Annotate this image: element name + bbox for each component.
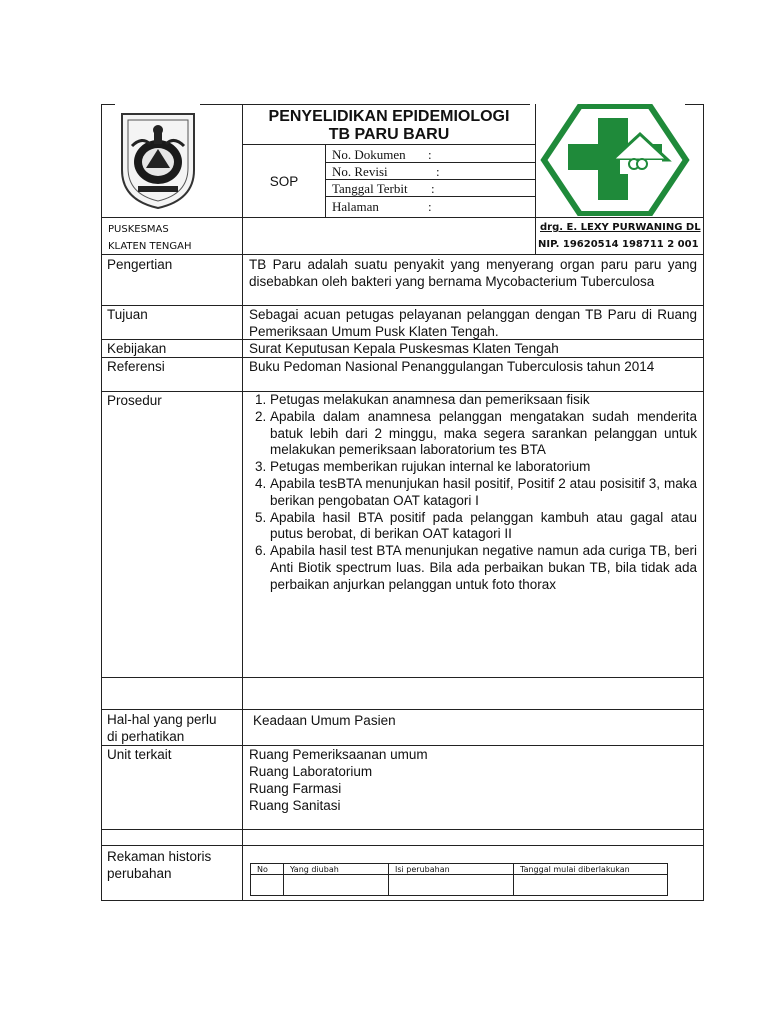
org-name-line1: PUSKESMAS — [108, 224, 169, 235]
kebijakan-text: Surat Keputusan Kepala Puskesmas Klaten Tengah — [249, 341, 559, 356]
unit-terkait-label: Unit terkait — [107, 747, 172, 762]
tujuan-label: Tujuan — [107, 307, 148, 322]
sop-label: SOP — [269, 174, 299, 189]
puskesmas-logo — [540, 104, 690, 216]
history-col-tanggal: Tanggal mulai diberlakukan — [514, 864, 668, 875]
regency-emblem-logo — [116, 108, 200, 212]
meta-no-revisi-label: No. Revisi — [332, 164, 388, 179]
rekaman-label-line1: Rekaman historis — [107, 849, 212, 864]
meta-halaman-sep: : — [428, 199, 432, 214]
hal-hal-text: Keadaan Umum Pasien — [253, 713, 396, 728]
prosedur-label: Prosedur — [107, 393, 162, 408]
meta-halaman-label: Halaman — [332, 199, 379, 214]
unit-terkait-item: Ruang Sanitasi — [249, 798, 341, 813]
rekaman-label-line2: perubahan — [107, 866, 172, 881]
meta-tanggal-terbit-sep: : — [431, 181, 435, 196]
history-col-no: No — [251, 864, 284, 875]
org-name-line2: KLATEN TENGAH — [108, 241, 192, 252]
tujuan-text: Sebagai acuan petugas pelayanan pelanggan dengan TB Paru di Ruang Pemeriksaan Umum Pusk Klaten Tengah. — [249, 307, 697, 339]
meta-no-dokumen-label: No. Dokumen — [332, 147, 406, 162]
unit-terkait-item: Ruang Laboratorium — [249, 764, 373, 779]
meta-no-revisi-sep: : — [436, 164, 440, 179]
prosedur-steps-list — [244, 392, 697, 594]
history-cell — [514, 875, 668, 896]
prosedur-step: 2. Apabila dalam anamnesa pelanggan mengatakan sudah menderita batuk lebih dari 2 minggu, maka segera sarankan pelanggan untuk melakukan pemeriksaan laboratorium tes BTA — [270, 409, 697, 459]
hal-hal-label-line1: Hal-hal yang perlu — [107, 712, 217, 727]
pengertian-text: TB Paru adalah suatu penyakit yang menyerang organ paru paru yang disebabkan oleh bakteri yang bernama Mycobacterium Tuberculosa — [249, 257, 697, 289]
hal-hal-label-line2: di perhatikan — [107, 729, 185, 744]
unit-terkait-item: Ruang Pemeriksaanan umum — [249, 747, 428, 762]
history-table — [250, 863, 668, 896]
document-title-line1: PENYELIDIKAN EPIDEMIOLOGI — [268, 108, 510, 125]
prosedur-step: 3. Petugas memberikan rujukan internal ke laboratorium — [270, 459, 697, 476]
unit-terkait-item: Ruang Farmasi — [249, 781, 342, 796]
history-cell — [389, 875, 514, 896]
signer-nip: NIP. 19620514 198711 2 001 — [538, 239, 699, 250]
history-col-isi-perubahan: Isi perubahan — [389, 864, 514, 875]
prosedur-step: 4. Apabila tesBTA menunjukan hasil positif, Positif 2 atau posisitif 3, maka berikan pengobatan OAT katagori I — [270, 476, 697, 510]
meta-tanggal-terbit-label: Tanggal Terbit — [332, 181, 408, 196]
history-table-header-row — [251, 864, 668, 875]
pengertian-label: Pengertian — [107, 257, 173, 272]
document-title-line2: TB PARU BARU — [328, 126, 450, 143]
referensi-label: Referensi — [107, 359, 165, 374]
prosedur-step: 1. Petugas melakukan anamnesa dan pemeriksaan fisik — [270, 392, 697, 409]
prosedur-step: 5. Apabila hasil BTA positif pada pelanggan kambuh atau gagal atau putus berobat, di berikan OAT katagori II — [270, 510, 697, 544]
referensi-text: Buku Pedoman Nasional Penanggulangan Tuberculosis tahun 2014 — [249, 359, 655, 374]
table-row — [251, 875, 668, 896]
signer-name: drg. E. LEXY PURWANING DL — [540, 222, 701, 233]
history-cell — [284, 875, 389, 896]
history-col-yang-diubah: Yang diubah — [284, 864, 389, 875]
prosedur-step: 6. Apabila hasil test BTA menunjukan negative namun ada curiga TB, beri Anti Biotik spectrum luas. Bila ada perbaikan bukan TB, bila tidak ada perbaikan anjurkan pelanggan untuk foto thorax — [270, 543, 697, 593]
kebijakan-label: Kebijakan — [107, 341, 167, 356]
history-cell — [251, 875, 284, 896]
meta-no-dokumen-sep: : — [428, 147, 432, 162]
